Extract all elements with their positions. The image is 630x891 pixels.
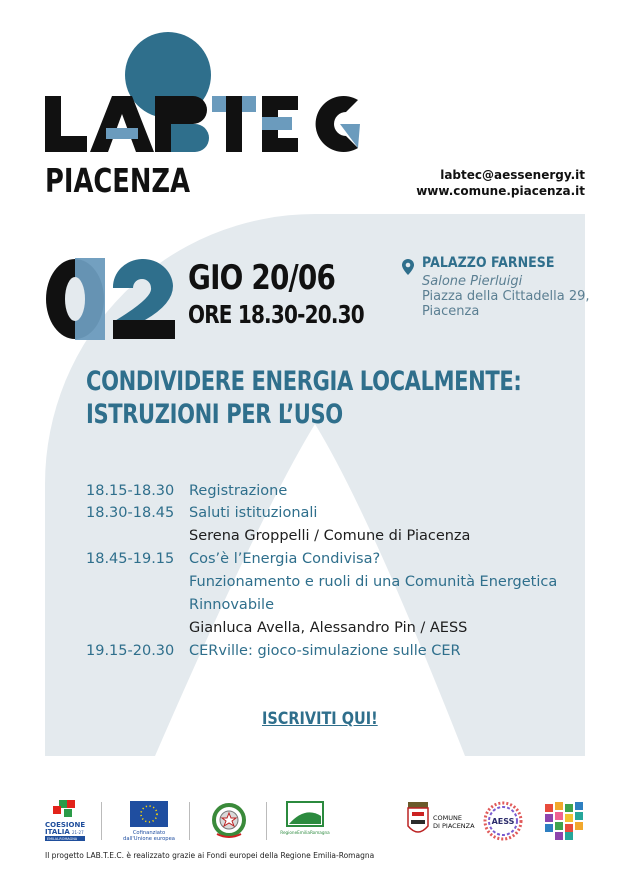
svg-text:COESIONE: COESIONE — [45, 821, 86, 829]
coesione-italia-logo — [44, 800, 90, 842]
location-pin-icon — [402, 259, 414, 275]
venue-name: PALAZZO FARNESE — [422, 255, 555, 271]
agenda-time: 18.45-19.15 — [86, 551, 175, 567]
svg-text:DI PIACENZA: DI PIACENZA — [433, 822, 475, 830]
svg-text:EMILIA-ROMAGNA: EMILIA-ROMAGNA — [47, 837, 78, 841]
agenda-item: CERville: gioco-simulazione sulle CER — [189, 643, 461, 659]
venue-address-line2: Piacenza — [422, 304, 480, 319]
svg-text:Cofinanziato: Cofinanziato — [132, 830, 166, 836]
agenda-item: Funzionamento e ruoli di una Comunità Energetica — [189, 574, 558, 590]
agenda-speaker: Serena Groppelli / Comune di Piacenza — [189, 528, 471, 544]
agenda-time: 18.30-18.45 — [86, 505, 175, 521]
event-number-graphic — [45, 243, 177, 340]
event-title-line1: CONDIVIDERE ENERGIA LOCALMENTE: — [86, 366, 522, 397]
agenda-item: Cos’è l’Energia Condivisa? — [189, 551, 381, 567]
logo-letters — [45, 96, 360, 152]
regione-emilia-romagna-logo — [280, 800, 330, 840]
svg-text:AESS: AESS — [491, 817, 515, 826]
svg-text:ITALIA: ITALIA — [45, 828, 70, 836]
svg-text:21-27: 21-27 — [72, 830, 84, 835]
email-link[interactable]: labtec@aessenergy.it — [440, 168, 585, 182]
agenda-time: 18.15-18.30 — [86, 483, 175, 499]
venue-room: Salone Pierluigi — [422, 274, 523, 289]
divider — [101, 802, 102, 840]
agenda-item: Rinnovabile — [189, 597, 275, 613]
event-title-line2: ISTRUZIONI PER L’USO — [86, 399, 343, 430]
city-name: PIACENZA — [45, 161, 191, 200]
eu-flag-logo — [124, 801, 174, 843]
signup-link[interactable]: ISCRIVITI QUI! — [262, 709, 378, 729]
agenda-speaker: Gianluca Avella, Alessandro Pin / AESS — [189, 620, 468, 636]
footer-funding-note: Il progetto LAB.T.E.C. è realizzato grazie ai Fondi europei della Regione Emilia-Romagna — [45, 851, 375, 860]
svg-text:dall'Unione europea: dall'Unione europea — [123, 836, 175, 842]
event-number: 02 — [45, 243, 66, 262]
divider — [189, 802, 190, 840]
agenda-item: Registrazione — [189, 483, 288, 499]
labtec-logo — [40, 28, 370, 198]
svg-text:COMUNE: COMUNE — [433, 814, 462, 822]
event-time: ORE 18.30-20.30 — [188, 300, 364, 329]
svg-text:RegioneEmiliaRomagna: RegioneEmiliaRomagna — [280, 830, 330, 835]
colorful-mosaic-logo — [543, 800, 585, 842]
website-link[interactable]: www.comune.piacenza.it — [416, 184, 585, 198]
venue-address-line1: Piazza della Cittadella 29, — [422, 289, 590, 304]
event-date: GIO 20/06 — [188, 258, 336, 298]
agenda-item: Saluti istituzionali — [189, 505, 318, 521]
divider — [266, 802, 267, 840]
italian-republic-emblem — [209, 801, 249, 841]
aess-logo — [480, 800, 526, 844]
agenda-time: 19.15-20.30 — [86, 643, 175, 659]
